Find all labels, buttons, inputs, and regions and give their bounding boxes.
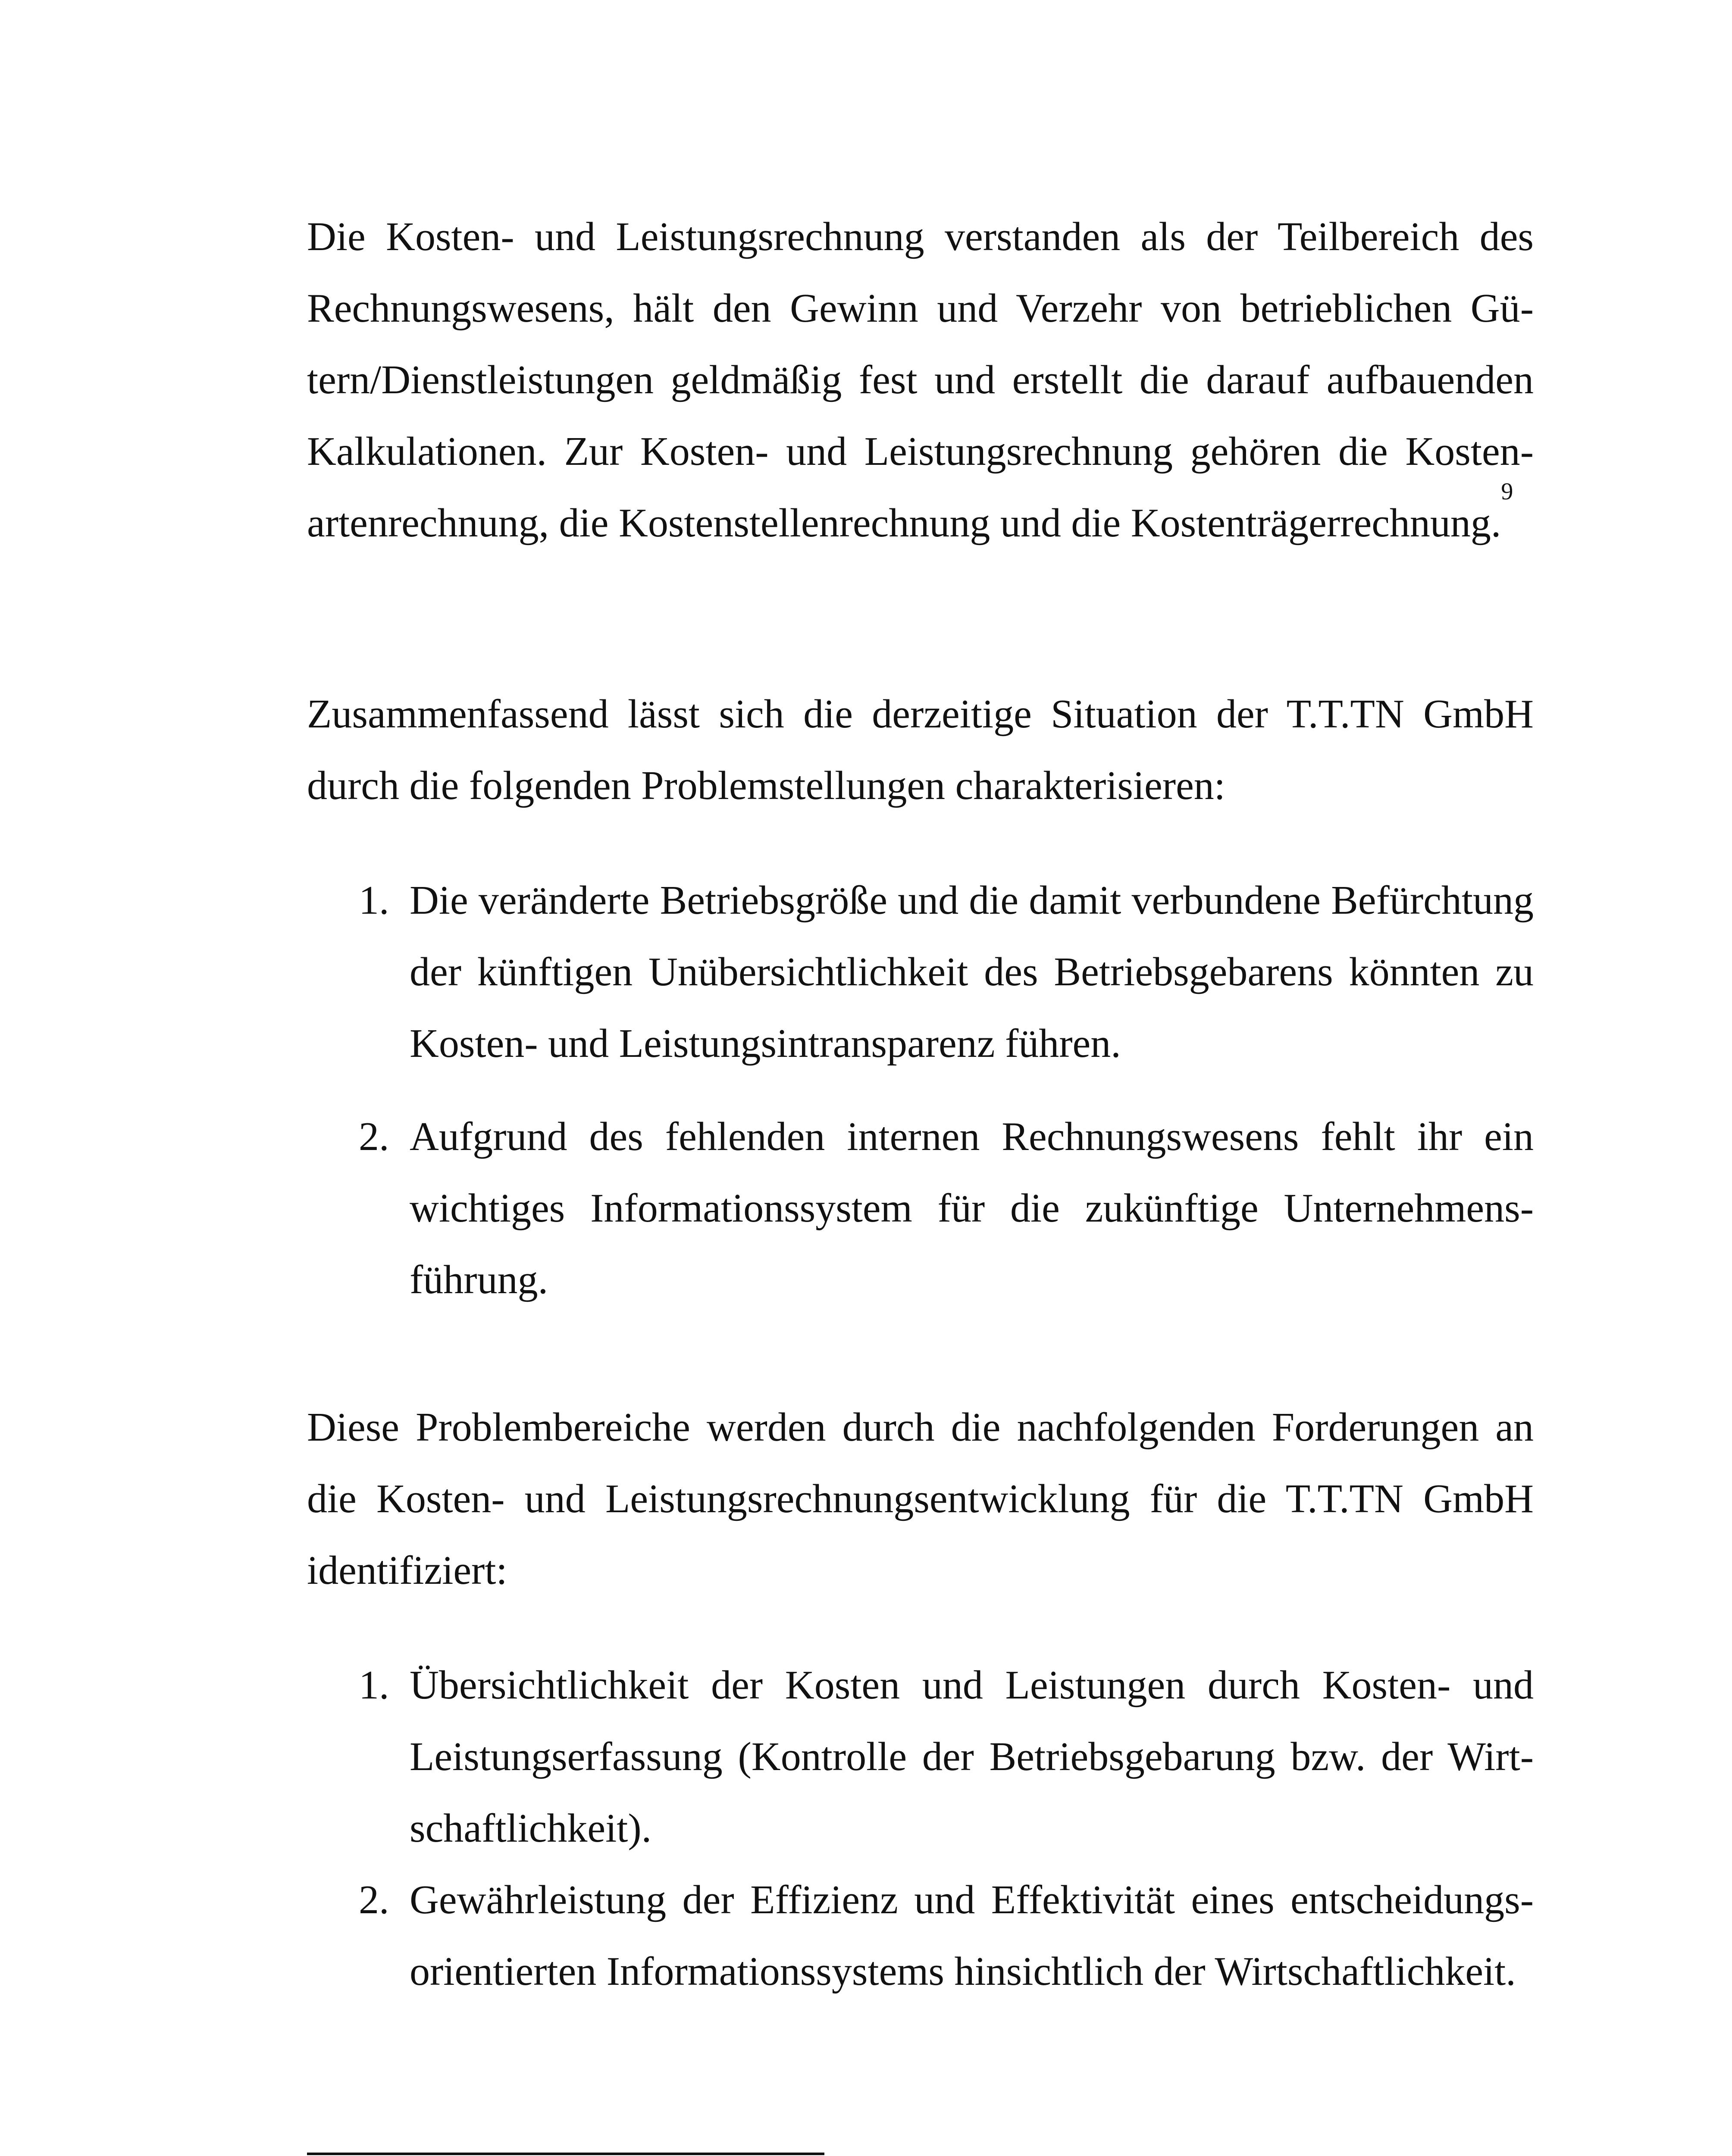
list-item: [307, 1101, 1534, 1316]
paragraph-requirements-intro: [307, 1391, 1534, 1606]
list-item-text: Gewährleistung der Effizienz und Effektivität eines entscheidungsorientierten Informationssystems hinsichtlich der Wirtschaftlichkeit.: [410, 1877, 1534, 1994]
list-item-text: Übersichtlichkeit der Kosten und Leistungen durch Kosten- und Leistungserfassung (Kontrolle der Betriebsgebarung bzw. der Wirtschaftlichkeit).: [410, 1663, 1534, 1851]
problem-list: [307, 865, 1534, 1316]
list-item: [307, 1649, 1534, 1864]
paragraph-kostenrechnung-definition: [307, 201, 1534, 559]
list-number: 2.: [359, 1114, 389, 1159]
list-item: [307, 1864, 1534, 2007]
list-item-text: Die veränderte Betriebsgröße und die damit verbundene Befürchtung der künftigen Unübersichtlichkeit des Betriebsgebarens könnten zu Kosten- und Leistungsintransparenz führen.: [410, 878, 1534, 1066]
requirements-list: [307, 1649, 1534, 2007]
footnote-separator: [307, 2153, 824, 2155]
list-item-text: Aufgrund des fehlenden internen Rechnungswesens fehlt ihr ein wichtiges Informationssystem für die zukünftige Unternehmensführung.: [410, 1114, 1534, 1302]
paragraph-text: Zusammenfassend lässt sich die derzeitige Situation der T.T.TN GmbH durch die folgenden Problemstellungen charakterisieren:: [307, 692, 1534, 808]
list-item: [307, 865, 1534, 1079]
list-number: 1.: [359, 878, 389, 923]
list-number: 1.: [359, 1663, 389, 1708]
paragraph-situation-summary: [307, 678, 1534, 821]
footnote-reference[interactable]: 9: [1501, 478, 1513, 505]
paragraph-text: Diese Problembereiche werden durch die nachfolgenden Forderungen an die Kosten- und Leistungsrechnungsentwicklung für die T.T.TN GmbH identifiziert:: [307, 1405, 1534, 1593]
paragraph-text: Die Kosten- und Leistungsrechnung verstanden als der Teilbereich des Rechnungswesens, hält den Gewinn und Verzehr von betrieblichen Gütern/Dienstleistungen geldmäßig fest und erstellt die darauf aufbauenden Kalkulationen. Zur Kosten- und Leistungsrechnung gehören die Kostenartenrechnung, die Kostenstellenrechnung und die Kostenträgerrechnung.: [307, 214, 1534, 545]
list-number: 2.: [359, 1877, 389, 1922]
